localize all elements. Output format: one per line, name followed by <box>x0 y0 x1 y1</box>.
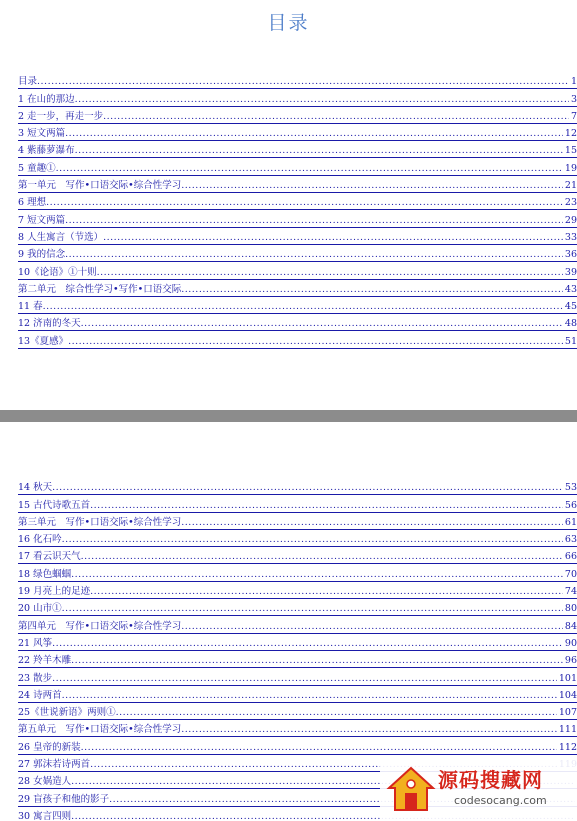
toc-entry[interactable] <box>18 297 577 314</box>
document-page-1 <box>0 0 577 410</box>
toc-entry-page: 7 <box>570 110 577 122</box>
toc-entry-label: 28 女娲造人 <box>18 776 72 788</box>
toc-entry-page: 63 <box>564 534 577 546</box>
toc-entry[interactable] <box>18 564 577 581</box>
toc-entry-page: 80 <box>564 603 577 615</box>
toc-entry-label: 24 诗两首 <box>18 689 62 701</box>
toc-entry-label: 17 看云识天气 <box>18 551 81 563</box>
toc-leader-dots <box>116 707 557 719</box>
toc-entry-label: 14 秋天 <box>18 482 53 494</box>
toc-entry-page: 23 <box>564 197 577 209</box>
toc-leader-dots <box>75 94 569 106</box>
toc-entry-label: 1 在山的那边 <box>18 93 75 105</box>
page-title: 目录 <box>267 12 310 34</box>
toc-entry-page: 3 <box>570 93 577 105</box>
toc-entry[interactable] <box>18 280 577 297</box>
toc-entry-label: 25《世说新语》两则① <box>18 707 116 719</box>
toc-leader-dots <box>81 551 563 563</box>
toc-entry-page: 29 <box>564 214 577 226</box>
toc-entry[interactable] <box>18 193 577 210</box>
toc-entry[interactable] <box>18 703 577 720</box>
toc-entry-label: 13《夏感》 <box>18 335 69 347</box>
toc-entry-label: 29 盲孩子和他的影子 <box>18 793 110 805</box>
toc-entry[interactable] <box>18 141 577 158</box>
toc-entry-label: 7 短文两篇 <box>18 214 66 226</box>
toc-entry-page: 48 <box>564 318 577 330</box>
toc-entry-label: 21 风筝 <box>18 637 53 649</box>
toc-entry[interactable] <box>18 616 577 633</box>
toc-entry-label: 16 化石吟 <box>18 534 62 546</box>
toc-entry-page: 74 <box>564 586 577 598</box>
toc-entry[interactable] <box>18 262 577 279</box>
toc-leader-dots <box>52 482 563 494</box>
page-separator <box>0 410 577 422</box>
toc-entry-label: 18 绿色蝈蝈 <box>18 568 72 580</box>
toc-entry-label: 26 皇帝的新装 <box>18 741 81 753</box>
toc-leader-dots <box>90 500 563 512</box>
toc-entry-label: 19 月亮上的足迹 <box>18 586 91 598</box>
toc-entry-page: 66 <box>564 551 577 563</box>
toc-entry[interactable] <box>18 245 577 262</box>
toc-entry[interactable] <box>18 737 577 754</box>
toc-entry-page: 70 <box>564 568 577 580</box>
toc-entry-page: 96 <box>564 655 577 667</box>
toc-entry-label: 9 我的信念 <box>18 249 66 261</box>
toc-entry-page: 51 <box>564 335 577 347</box>
toc-leader-dots <box>56 163 563 175</box>
toc-entry-page: 33 <box>564 231 577 243</box>
toc-leader-dots <box>68 336 563 348</box>
toc-entry-page: 19 <box>564 162 577 174</box>
toc-entry[interactable] <box>18 599 577 616</box>
toc-entry[interactable] <box>18 478 577 495</box>
toc-entry-label: 30 寓言四则 <box>18 810 72 821</box>
toc-entry-page: 45 <box>564 301 577 313</box>
house-icon <box>386 764 436 814</box>
toc-entry-label: 5 童趣① <box>18 162 56 174</box>
toc-leader-dots <box>103 111 569 123</box>
toc-entry-label: 12 济南的冬天 <box>18 318 81 330</box>
toc-entry[interactable] <box>18 228 577 245</box>
toc-leader-dots <box>81 742 557 754</box>
toc-leader-dots <box>71 569 563 581</box>
toc-entry-page: 39 <box>564 266 577 278</box>
toc-entry-page: 111 <box>558 724 577 736</box>
toc-entry[interactable] <box>18 314 577 331</box>
toc-entry-page: 104 <box>558 689 577 701</box>
toc-entry-label: 4 紫藤萝瀑布 <box>18 145 75 157</box>
toc-leader-dots <box>65 215 563 227</box>
toc-entry-label: 第一单元 写作•口语交际•综合性学习 <box>18 180 182 192</box>
toc-leader-dots <box>90 586 563 598</box>
toc-entry-label: 22 羚羊木雕 <box>18 655 72 667</box>
toc-entry-label: 15 古代诗歌五首 <box>18 499 91 511</box>
toc-leader-dots <box>181 284 563 296</box>
toc-entry-page: 84 <box>564 620 577 632</box>
toc-entry-page: 15 <box>564 145 577 157</box>
toc-leader-dots <box>81 318 563 330</box>
toc-entry[interactable] <box>18 124 577 141</box>
toc-entry-page: 90 <box>564 637 577 649</box>
toc-entry-page: 107 <box>558 707 577 719</box>
site-watermark <box>380 760 577 821</box>
toc-entry[interactable] <box>18 668 577 685</box>
toc-entry-label: 11 春 <box>18 301 43 313</box>
toc-entry-page: 53 <box>564 482 577 494</box>
toc-leader-dots <box>103 232 563 244</box>
toc-entry-page: 12 <box>564 128 577 140</box>
toc-entry-label: 23 散步 <box>18 672 53 684</box>
toc-leader-dots <box>52 638 563 650</box>
toc-entry-label: 27 郭沫若诗两首 <box>18 759 91 771</box>
toc-leader-dots <box>97 267 563 279</box>
toc-entry-label: 第四单元 写作•口语交际•综合性学习 <box>18 620 182 632</box>
toc-leader-dots <box>46 197 563 209</box>
toc-entry-label: 3 短文两篇 <box>18 128 66 140</box>
toc-leader-dots <box>181 180 563 192</box>
toc-entry[interactable] <box>18 582 577 599</box>
toc-leader-dots <box>65 249 563 261</box>
toc-entry[interactable] <box>18 547 577 564</box>
watermark-url: codesocang.com <box>454 794 547 807</box>
toc-entry[interactable] <box>18 686 577 703</box>
toc-leader-dots <box>43 301 563 313</box>
toc-entry-label: 2 走一步，再走一步 <box>18 110 104 122</box>
toc-leader-dots <box>181 621 563 633</box>
toc-entry-label: 6 理想 <box>18 197 47 209</box>
toc-entry-page: 56 <box>564 499 577 511</box>
toc-entry[interactable] <box>18 513 577 530</box>
toc-entry-page: 112 <box>558 741 577 753</box>
toc-entry-page: 21 <box>564 180 577 192</box>
toc-leader-dots <box>181 517 563 529</box>
toc-entry[interactable] <box>18 634 577 651</box>
toc-list <box>18 72 577 349</box>
toc-entry[interactable] <box>18 107 577 124</box>
toc-leader-dots <box>37 76 569 88</box>
toc-entry-label: 8 人生寓言（节选） <box>18 231 104 243</box>
toc-entry-page: 36 <box>564 249 577 261</box>
toc-entry[interactable] <box>18 331 577 348</box>
toc-entry[interactable] <box>18 720 577 737</box>
toc-leader-dots <box>71 655 563 667</box>
toc-entry[interactable] <box>18 176 577 193</box>
toc-entry-page: 101 <box>558 672 577 684</box>
toc-leader-dots <box>75 145 563 157</box>
toc-entry[interactable] <box>18 495 577 512</box>
toc-entry[interactable] <box>18 651 577 668</box>
toc-leader-dots <box>62 603 563 615</box>
toc-entry-label: 目录 <box>18 76 38 88</box>
toc-entry[interactable] <box>18 158 577 175</box>
toc-entry[interactable] <box>18 89 577 106</box>
toc-entry-page: 61 <box>564 516 577 528</box>
toc-leader-dots <box>62 690 557 702</box>
toc-entry-label: 第五单元 写作•口语交际•综合性学习 <box>18 724 182 736</box>
toc-leader-dots <box>181 724 557 736</box>
toc-entry-label: 第三单元 写作•口语交际•综合性学习 <box>18 516 182 528</box>
toc-leader-dots <box>62 534 563 546</box>
toc-entry[interactable] <box>18 210 577 227</box>
toc-entry-page: 43 <box>564 283 577 295</box>
toc-entry-label: 20 山市① <box>18 603 62 615</box>
toc-entry-label: 10《论语》①十则 <box>18 266 97 278</box>
toc-entry[interactable] <box>18 72 577 89</box>
toc-entry-page: 1 <box>570 76 577 88</box>
toc-entry[interactable] <box>18 530 577 547</box>
toc-leader-dots <box>52 673 557 685</box>
toc-leader-dots <box>65 128 563 140</box>
toc-entry-label: 第二单元 综合性学习•写作•口语交际 <box>18 283 182 295</box>
watermark-title: 源码搜藏网 <box>438 768 543 792</box>
